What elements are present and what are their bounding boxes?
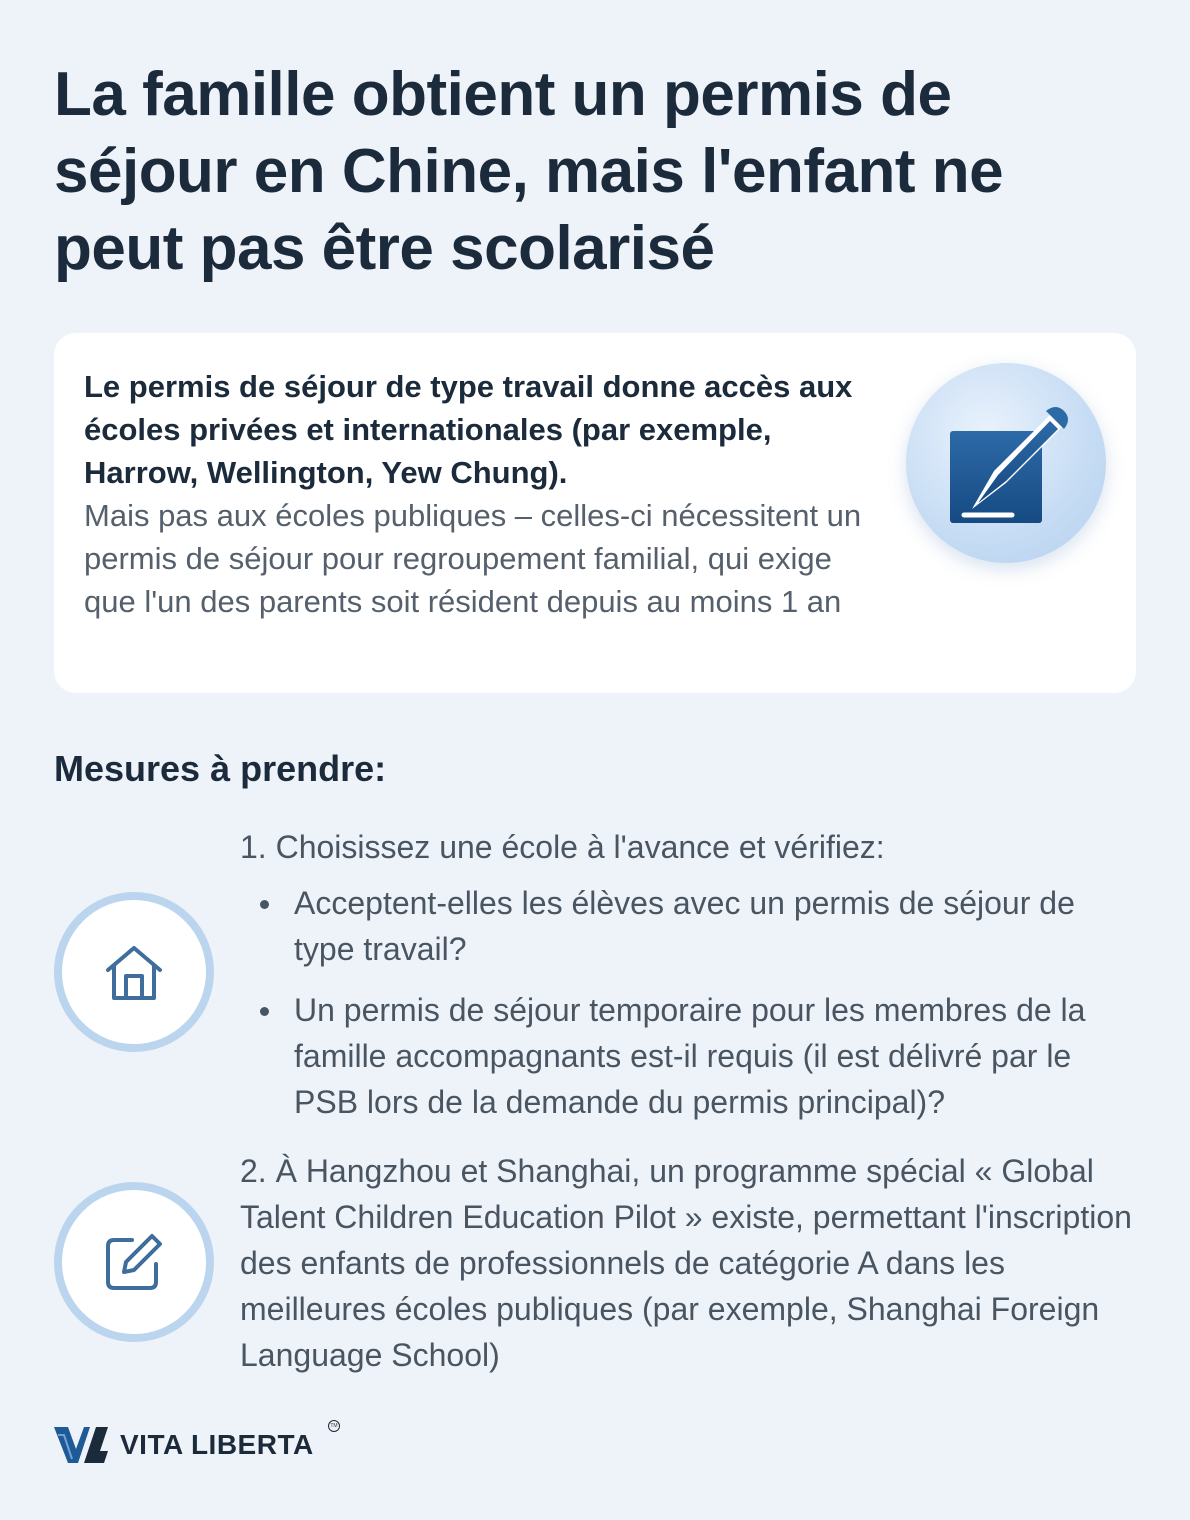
step-1-text: 1. Choisissez une école à l'avance et vérifiez: (240, 829, 885, 865)
edit-icon (102, 1230, 166, 1294)
info-card-text (84, 365, 874, 623)
edit-document-icon (906, 363, 1106, 563)
info-card-bold-text: Le permis de séjour de type travail donne accès aux écoles privées et internationales (par exemple, Harrow, Wellington, Yew Chung). (84, 369, 853, 490)
list-item: Acceptent-elles les élèves avec un permis de séjour de type travail? (258, 880, 1138, 972)
home-icon-circle (54, 892, 214, 1052)
vita-liberta-logo-icon (54, 1425, 108, 1465)
brand-logo (54, 1423, 338, 1466)
step-2-text: 2. À Hangzhou et Shanghai, un programme spécial « Global Talent Children Education Pilot » existe, permettant l'inscription des enfants de professionnels de catégorie A dans les meilleures écoles publiques (par exemple, Shanghai Foreign Language School) (240, 1153, 1132, 1373)
info-card-body-text: Mais pas aux écoles publiques – celles-ci nécessitent un permis de séjour pour regroupement familial, qui exige que l'un des parents soit résident depuis au moins 1 an (84, 498, 862, 619)
brand-name: VITA LIBERTA (120, 1429, 314, 1460)
list-item: Un permis de séjour temporaire pour les membres de la famille accompagnants est-il requis (il est délivré par le PSB lors de la demande du permis principal)? (258, 987, 1138, 1125)
page-title: La famille obtient un permis de séjour en Chine, mais l'enfant ne peut pas être scolarisé (54, 60, 1004, 283)
home-icon (102, 940, 166, 1004)
measures-heading: Mesures à prendre: (54, 748, 387, 789)
step-1-checklist (258, 880, 1138, 1140)
edit-icon-circle (54, 1182, 214, 1342)
info-card (54, 333, 1136, 693)
trademark-mark: TM (328, 1420, 340, 1432)
